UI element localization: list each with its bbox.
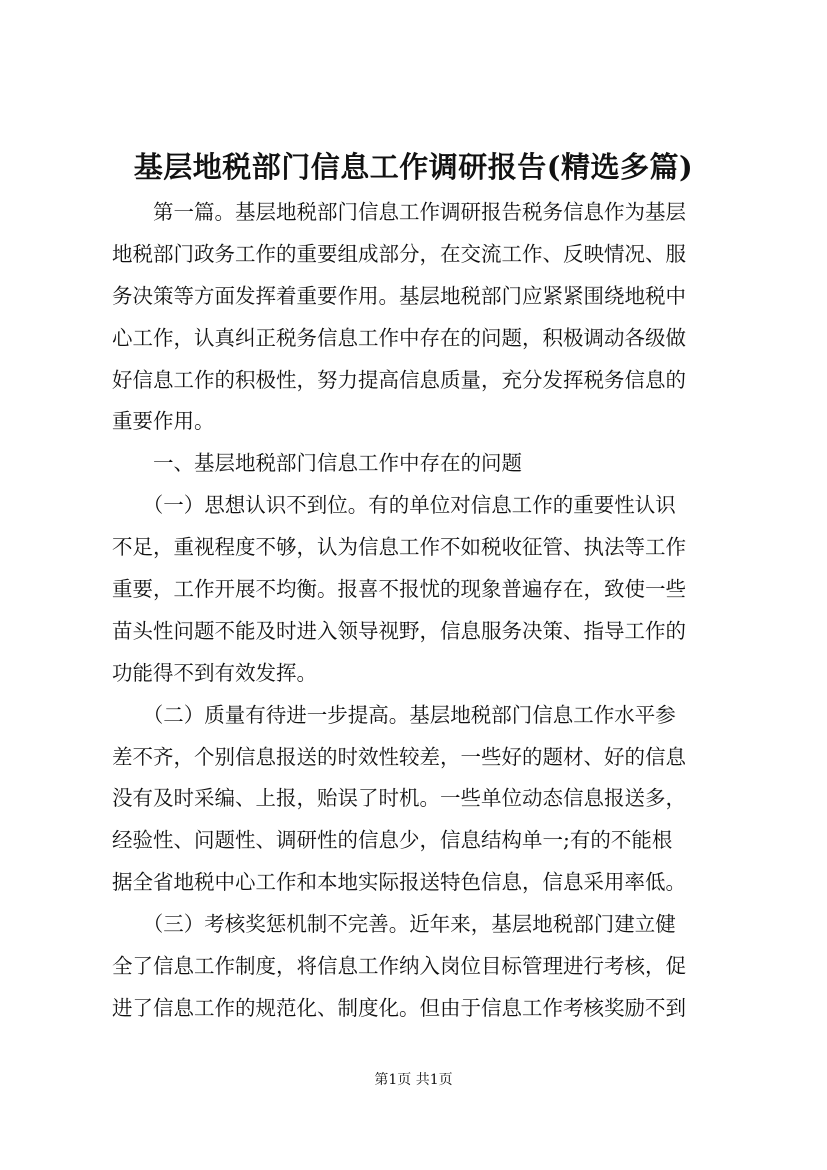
body-line: 差不齐，个别信息报送的时效性较差，一些好的题材、好的信息 [112,744,686,769]
body-line: 心工作，认真纠正税务信息工作中存在的问题，积极调动各级做 [112,325,686,350]
body-line: 功能得不到有效发挥。 [112,660,317,685]
body-line: 第一篇。基层地税部门信息工作调研报告税务信息作为基层 [112,200,686,224]
body-line: 务决策等方面发挥着重要作用。基层地税部门应紧紧围绕地税中 [112,283,686,308]
body-line: 全了信息工作制度，将信息工作纳入岗位目标管理进行考核，促 [112,954,686,979]
body-line: 据全省地税中心工作和本地实际报送特色信息，信息采用率低。 [112,870,686,895]
body-line: （三）考核奖惩机制不完善。近年来，基层地税部门建立健 [112,912,676,937]
body-line: 好信息工作的积极性，努力提高信息质量，充分发挥税务信息的 [112,367,686,392]
page-footer: 第1页 共1页 [374,1072,453,1088]
body-line: 苗头性问题不能及时进入领导视野，信息服务决策、指导工作的 [112,618,686,643]
body-line: 重要作用。 [112,409,215,434]
document-title: 基层地税部门信息工作调研报告(精选多篇) [133,150,694,184]
body-line: 经验性、问题性、调研性的信息少，信息结构单一;有的不能根 [112,828,673,853]
body-line: 重要，工作开展不均衡。报喜不报忧的现象普遍存在，致使一些 [112,577,686,602]
body-line: （一）思想认识不到位。有的单位对信息工作的重要性认识 [112,493,676,518]
body-line: 地税部门政务工作的重要组成部分，在交流工作、反映情况、服 [112,241,686,266]
body-line: 不足，重视程度不够，认为信息工作不如税收征管、执法等工作 [112,535,686,560]
body-line: （二）质量有待进一步提高。基层地税部门信息工作水平参 [112,702,676,727]
section-heading: 一、基层地税部门信息工作中存在的问题 [112,451,522,476]
body-line: 进了信息工作的规范化、制度化。但由于信息工作考核奖励不到 [112,995,686,1020]
document-body [112,192,722,1030]
body-line: 没有及时采编、上报，贻误了时机。一些单位动态信息报送多， [112,786,686,811]
